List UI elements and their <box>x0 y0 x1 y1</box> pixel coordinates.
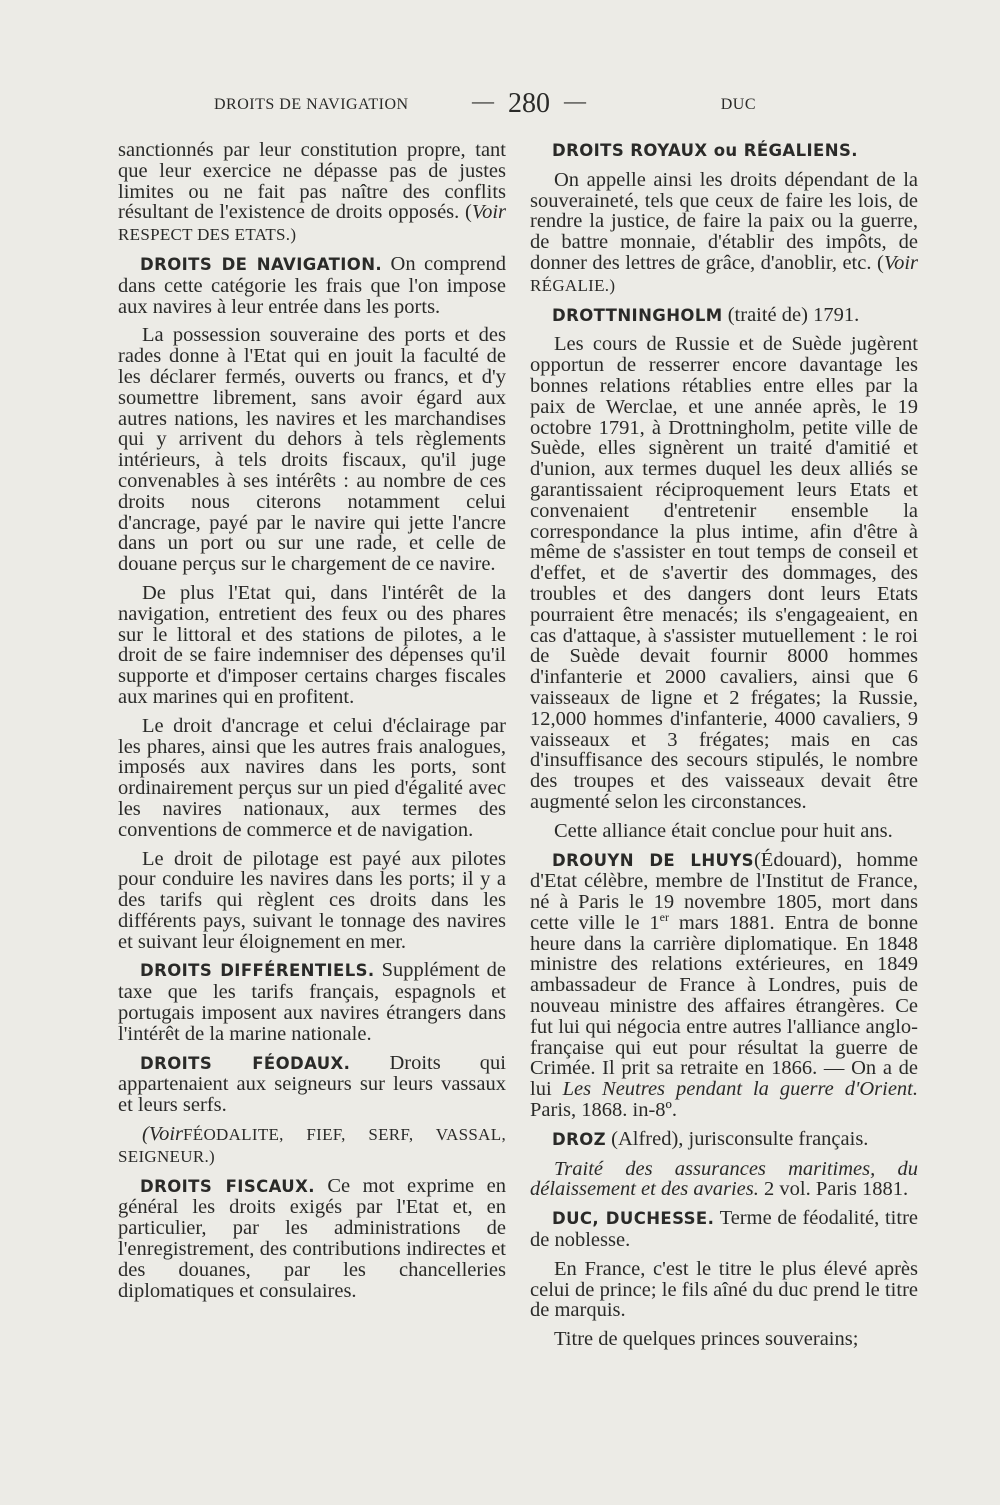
dash-left: — <box>472 88 494 113</box>
superscript: er <box>659 910 669 925</box>
paragraph: La possession souveraine des ports et des rades donne à l'Etat qui en jouit la faculté de les déclarer fermés, ouverts ou francs, et d'y soumettre librement, sans avoir égard aux autres nations, les navires et les marchandises qui y arrivent du dehors à tels règlements intérieurs, à tels droits fiscaux, qu'il juge convenables à ses intérêts : au nombre de ces droits nous citerons notamment celui d'ancrage, payé par le navire qui jette l'ancre dans un port ou sur une rade, et celle de douane perçus sur le chargement de ce navire. <box>118 324 506 576</box>
work-title: Traité des assurances maritimes, du délaissement et des avaries. <box>530 1157 918 1201</box>
entry-drottningholm: DROTTNINGHOLM (traité de) 1791. <box>552 303 860 326</box>
paragraph: Cette alliance était conclue pour huit ans. <box>554 819 893 842</box>
entry-drouyn-de-lhuys: DROUYN DE LHUYS(Édouard), homme d'Etat célèbre, membre de l'Institut de France, né à Paris le 19 novembre 1805, mort dans cette ville le 1er mars 1881. Entra de bonne heure dans la carrière diplomatique. En 1848 ministre des relations extérieures, en 1849 ambassadeur de France à Londres, puis de nouveau ministre des affaires étrangères. Ce fut lui qui négocia entre autres l'alliance anglo-française qui eut pour résultat la guerre de Crimée. Il prit sa retraite en 1866. — On a de lui Les Neutres pendant la guerre d'Orient. Paris, 1868. in-8º. <box>530 848 918 1122</box>
paragraph: Les cours de Russie et de Suède jugèrent opportun de resserrer encore davantage les bonnes relations rétablies entre elles par la paix de Werclae, et une année après, le 19 octobre 1791, à Drottningholm, petite ville de Suède, elles signèrent un traité d'amitié et d'union, aux termes duquel les deux alliés se garantissaient réciproquement leurs Etats et convenaient d'entretenir ensemble la correspondance la plus intime, afin d'être à même de s'assister en tout temps de conseil et d'effet, et de s'avertir des dommages, des troubles et des dangers dont leurs Etats pourraient être menacés; ils s'engageaient, en cas d'attaque, à s'assister mutuellement : le roi de Suède devait fournir 8000 hommes d'infanterie et 2000 cavaliers, ainsi que 6 vaisseaux de ligne et 2 frégates; la Russie, 12,000 hommes d'infanterie, 4000 cavaliers, 9 vaisseaux et 3 frégates; mais en cas d'insuffisance des secours stipulés, le nombre des troupes et des vaisseaux devait être augmenté selon les circonstances. <box>530 333 918 813</box>
entry-heading: DROITS DE NAVIGATION. <box>140 254 383 274</box>
cross-reference: RESPECT DES ETATS.) <box>118 225 297 245</box>
voir-italic: Voir <box>883 251 918 274</box>
entry-heading: DROTTNINGHOLM <box>552 305 723 325</box>
entry-droits-royaux <box>530 140 918 162</box>
entry-heading: DUC, DUCHESSE. <box>552 1209 715 1229</box>
cross-reference: RÉGALIE.) <box>530 275 616 295</box>
entry-duc-duchesse: DUC, DUCHESSE. Terme de féodalité, titre de noblesse. <box>530 1207 919 1252</box>
entry-heading: DROITS FÉODAUX. <box>140 1053 351 1073</box>
paragraph: En France, c'est le titre le plus élevé après celui de prince; le fils aîné du duc prend le titre de marquis. <box>530 1257 918 1322</box>
cross-reference-paragraph <box>118 1124 506 1168</box>
running-head-right: DUC <box>720 96 756 113</box>
entry-heading: DROZ <box>552 1129 606 1149</box>
running-head-left: DROITS DE NAVIGATION <box>214 96 409 113</box>
dash-right: — <box>564 88 586 113</box>
voir-italic: Voir <box>471 201 506 224</box>
paragraph: On appelle ainsi les droits dépendant de la souveraineté, tels que ceux de faire les lois, de rendre la justice, de faire la paix ou la guerre, de battre monnaie, d'établir des impôts, de donner des lettres de grâce, d'anoblir, etc. (Voir RÉGALIE.) <box>530 168 918 295</box>
entry-droits-feodaux: DROITS FÉODAUX. Droits qui appartenaient aux seigneurs sur leurs vassaux et leurs serfs. <box>118 1051 506 1117</box>
work-title: Les Neutres pendant la guerre d'Orient. <box>562 1078 918 1101</box>
entry-heading: DROITS DIFFÉRENTIELS. <box>140 961 375 981</box>
cross-reference: FÉODALITE, FIEF, SERF, VASSAL, SEIGNEUR.) <box>118 1125 506 1166</box>
entry-heading: DROITS FISCAUX. <box>140 1176 315 1196</box>
paragraph: Le droit de pilotage est payé aux pilotes pour conduire les navires dans les ports; il y a des tarifs qui règlent ces droits dans les différents pays, suivant le tonnage des navires et suivant leur éloignement en mer. <box>118 847 506 953</box>
running-head <box>118 88 924 124</box>
left-column <box>118 140 506 1309</box>
paragraph: Titre de quelques princes souverains; <box>554 1328 859 1351</box>
paragraph-continuation: sanctionnés par leur constitution propre, tant que leur exercice ne dépasse pas de justes limites ou ne fait pas naître des conflits résultant de l'existence de droits opposés. (Voir RESPECT DES ETATS.) <box>118 139 506 245</box>
page-number-group <box>458 88 600 120</box>
entry-droits-differentiels: DROITS DIFFÉRENTIELS. Supplément de taxe que les tarifs français, espagnols et portugais imposent aux navires étrangers dans l'intérêt de la marine nationale. <box>118 959 506 1045</box>
entry-droz: DROZ (Alfred), jurisconsulte français. <box>552 1127 869 1150</box>
entry-droits-fiscaux: DROITS FISCAUX. Ce mot exprime en général les droits exigés par l'Etat et, en particulier, par les administrations de l'enregistrement, des contributions indirectes et des douanes, par les chancelleries diplomatiques et consulaires. <box>118 1174 506 1302</box>
page-number: 280 <box>508 88 550 119</box>
right-column <box>530 140 918 1358</box>
voir-italic: (Voir <box>142 1123 183 1146</box>
entry-heading: DROITS ROYAUX ou RÉGALIENS. <box>552 141 858 160</box>
entry-heading: DROUYN DE LHUYS <box>552 850 754 870</box>
paragraph: De plus l'Etat qui, dans l'intérêt de la navigation, entretient des feux ou des phares sur le littoral et des stations de pilotes, a le droit de se faire indemniser des dépenses qu'il supporte et d'imposer certains charges fiscales aux marines qui en profitent. <box>118 581 506 708</box>
entry-droits-de-navigation: DROITS DE NAVIGATION. On comprend dans cette catégorie les frais que l'on impose aux navires à leur entrée dans les ports. <box>118 252 506 318</box>
paragraph: Traité des assurances maritimes, du délaissement et des avaries. 2 vol. Paris 1881. <box>530 1157 918 1201</box>
paragraph: Le droit d'ancrage et celui d'éclairage par les phares, ainsi que les autres frais analogues, imposés aux navires dans les ports, sont ordinairement perçus sur un pied d'égalité avec les navires nationaux, aux termes des conventions de commerce et de navigation. <box>118 714 506 841</box>
